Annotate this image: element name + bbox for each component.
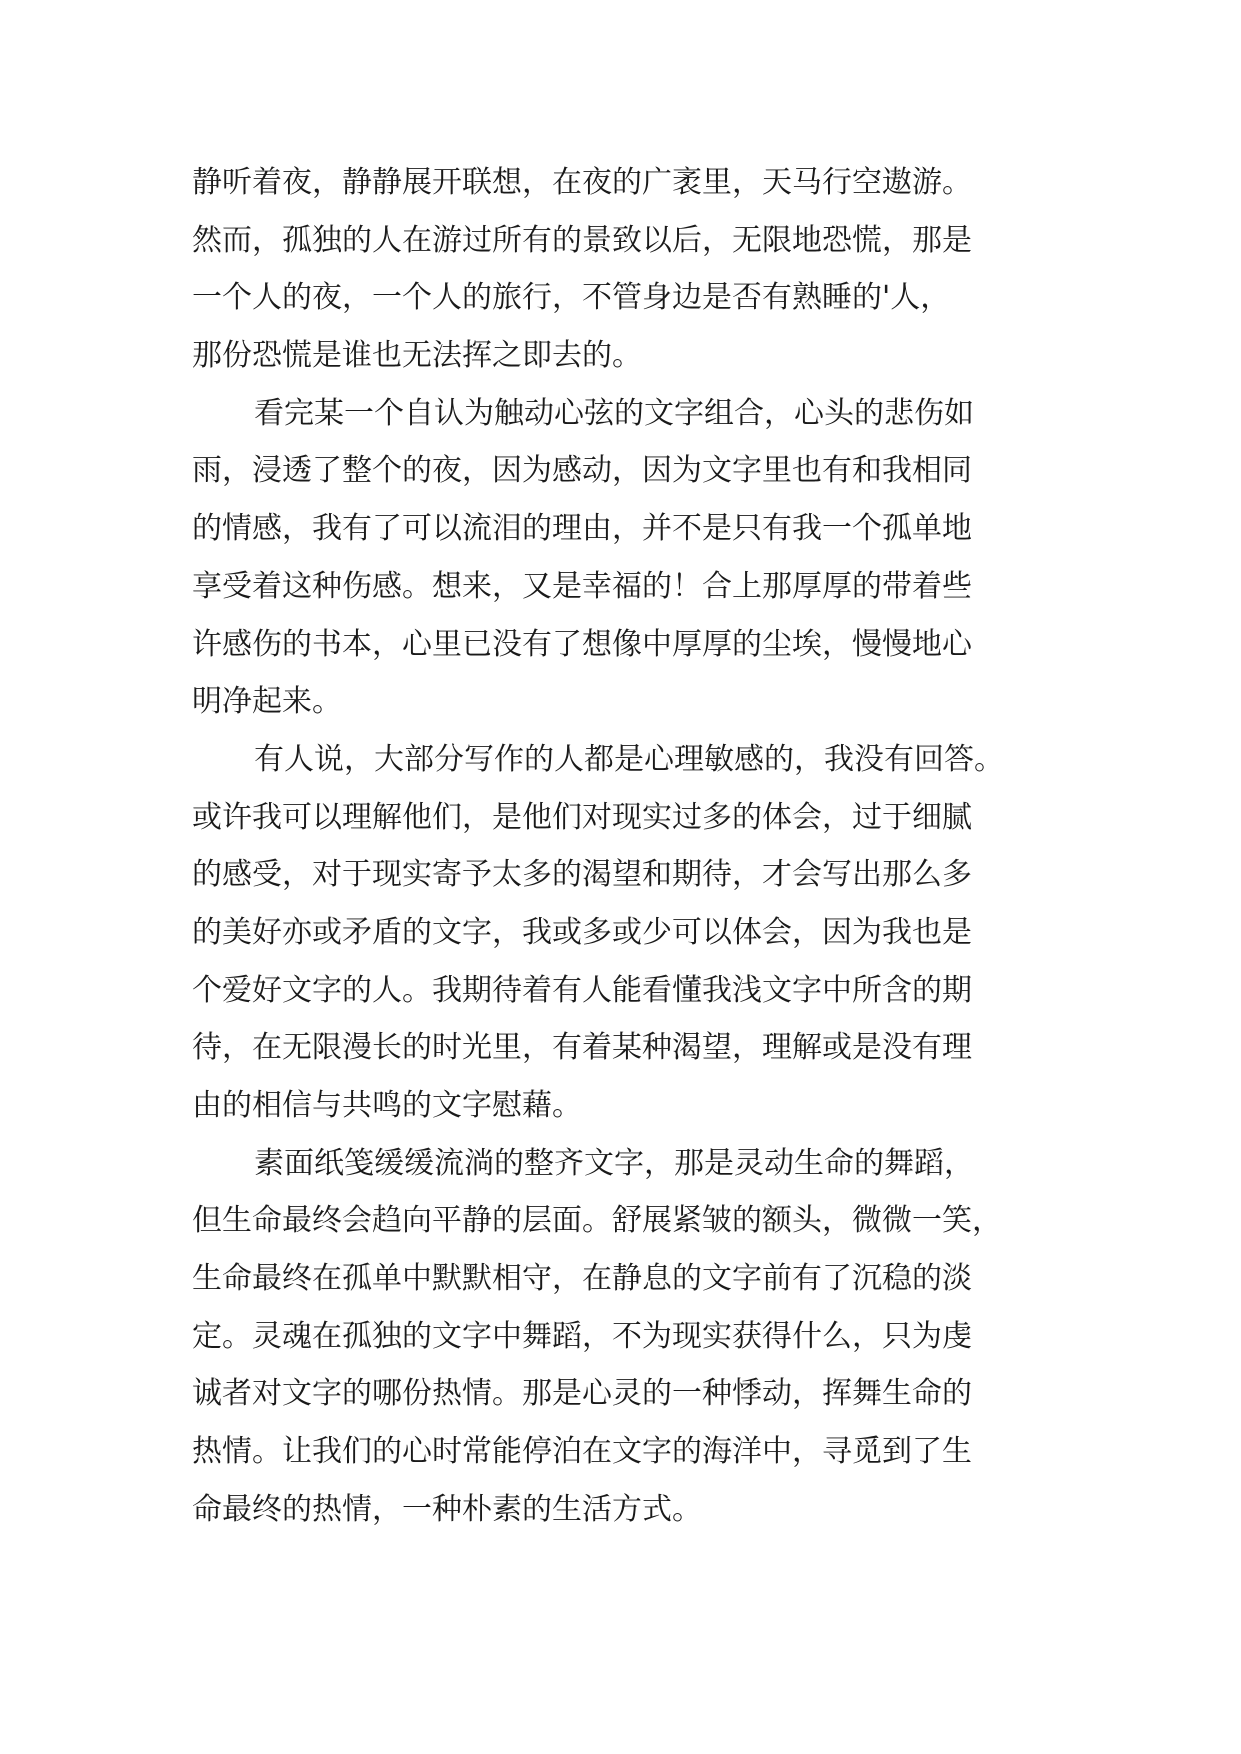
text-line: 但生命最终会趋向平静的层面。舒展紧皱的额头，微微一笑， — [192, 1203, 1002, 1239]
text-line: 个爱好文字的人。我期待着有人能看懂我浅文字中所含的期 — [192, 972, 972, 1008]
text-line: 素面纸笺缓缓流淌的整齐文字，那是灵动生命的舞蹈， — [254, 1145, 974, 1181]
text-line: 明净起来。 — [192, 684, 342, 720]
text-line: 看完某一个自认为触动心弦的文字组合，心头的悲伤如 — [254, 395, 974, 431]
paragraph-4 — [192, 1135, 1072, 1539]
text-line: 定。灵魂在孤独的文字中舞蹈，不为现实获得什么，只为虔 — [192, 1318, 972, 1354]
text-line: 或许我可以理解他们，是他们对现实过多的体会，过于细腻 — [192, 799, 972, 835]
document-body — [192, 154, 1072, 1539]
text-line: 有人说，大部分写作的人都是心理敏感的，我没有回答。 — [254, 741, 1004, 777]
text-line: 由的相信与共鸣的文字慰藉。 — [192, 1088, 582, 1123]
text-line: 然而，孤独的人在游过所有的景致以后，无限地恐慌，那是 — [192, 222, 972, 258]
text-line: 雨，浸透了整个的夜，因为感动，因为文字里也有和我相同 — [192, 453, 972, 489]
text-line: 待，在无限漫长的时光里，有着某种渴望，理解或是没有理 — [192, 1030, 972, 1066]
text-line: 的情感，我有了可以流泪的理由，并不是只有我一个孤单地 — [192, 511, 972, 547]
text-line: 命最终的热情，一种朴素的生活方式。 — [192, 1491, 702, 1527]
text-line: 享受着这种伤感。想来，又是幸福的！合上那厚厚的带着些 — [192, 568, 972, 604]
paragraph-1 — [192, 154, 1072, 385]
text-line: 生命最终在孤单中默默相守，在静息的文字前有了沉稳的淡 — [192, 1261, 972, 1297]
text-line: 那份恐慌是谁也无法挥之即去的。 — [192, 338, 642, 374]
text-line: 许感伤的书本，心里已没有了想像中厚厚的尘埃，慢慢地心 — [192, 626, 972, 662]
text-line: 静听着夜，静静展开联想，在夜的广袤里，天马行空遨游。 — [192, 165, 972, 200]
text-line: 诚者对文字的哪份热情。那是心灵的一种悸动，挥舞生命的 — [192, 1376, 972, 1412]
text-line: 的美好亦或矛盾的文字，我或多或少可以体会，因为我也是 — [192, 914, 972, 950]
paragraph-3 — [192, 731, 1072, 1135]
paragraph-2 — [192, 385, 1072, 731]
text-line: 热情。让我们的心时常能停泊在文字的海洋中，寻觅到了生 — [192, 1434, 972, 1470]
text-line: 的感受，对于现实寄予太多的渴望和期待，才会写出那么多 — [192, 857, 972, 893]
text-line: 一个人的夜，一个人的旅行，不管身边是否有熟睡的'人， — [192, 280, 951, 316]
